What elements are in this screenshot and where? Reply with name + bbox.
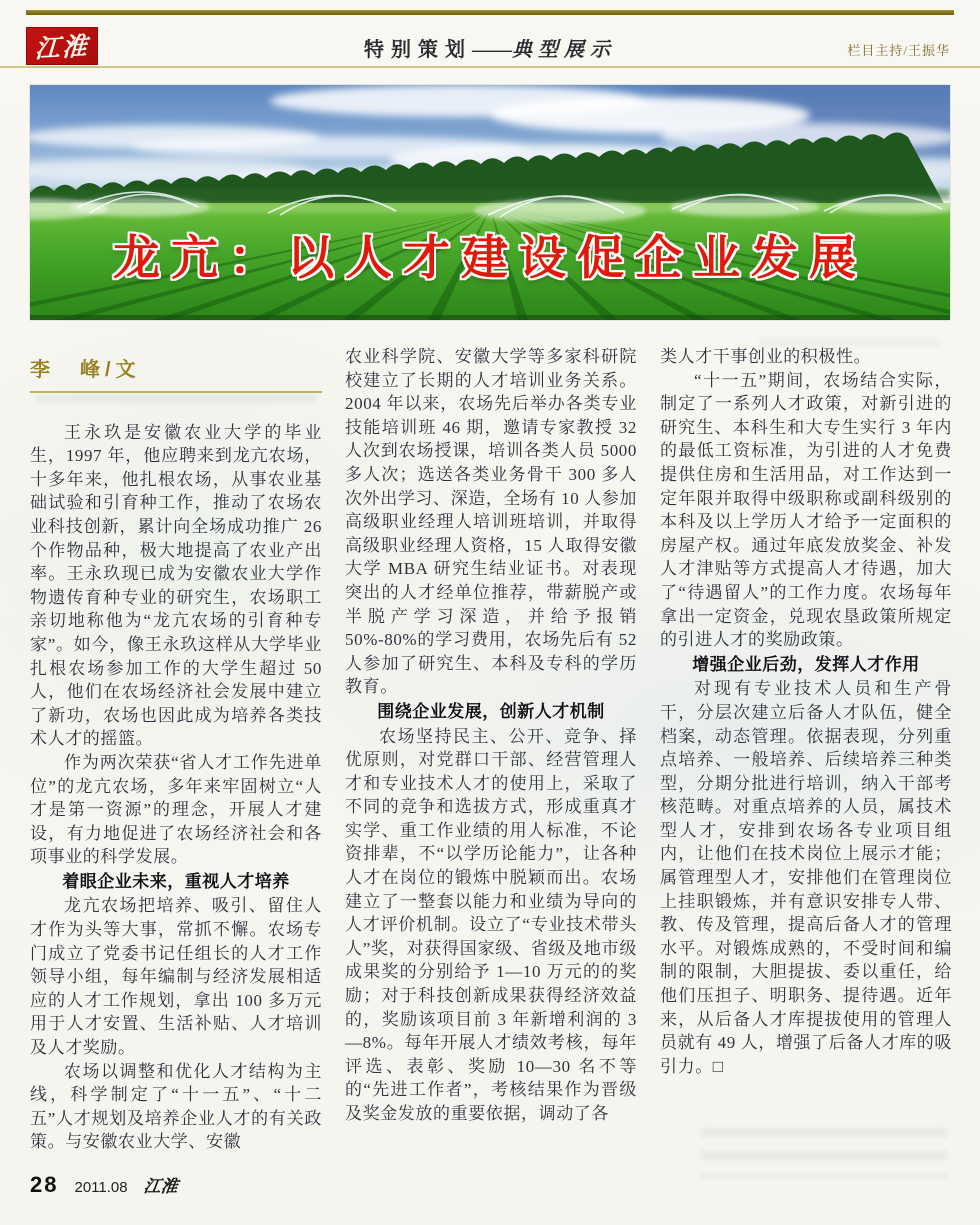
header-rule bbox=[0, 66, 980, 68]
page-number: 28 bbox=[30, 1172, 59, 1197]
section-title-right: 典型展示 bbox=[512, 39, 616, 61]
byline-text: 李 峰/文 bbox=[30, 359, 141, 381]
subheading: 着眼企业未来，重视人才培养 bbox=[62, 871, 290, 891]
paragraph: 龙亢农场把培养、吸引、留住人才作为头等大事，常抓不懈。农场专门成立了党委书记任组长的人才工作领导小组，每年编制与经济发展相适应的人才工作规划，拿出 100 多万元用于人才安置、生活补贴、人才培训及人才奖励。 bbox=[30, 896, 322, 1058]
paragraph: 对现有专业技术人员和生产骨干，分层次建立后备人才队伍，健全档案，动态管理。依据表现，分列重点培养、一般培养、后续培养三种类型，分期分批进行培训，纳入干部考核范畴。对重点培养的人员，属技术型人才，安排到农场各专业项目组内，让他们在技术岗位上展示才能；属管理型人才，安排他们在管理岗位上挂职锻炼，并有意识安排专人带、教、传及管理，提高后备人才的管理水平。对锻炼成熟的，不受时间和编制的限制，大胆提拔、委以重任，给他们压担子、明职务、提待遇。近年来，从后备人才库提拔使用的管理人员就有 49 人，增强了后备人才库的吸引力。□ bbox=[660, 679, 952, 1076]
paragraph: 王永玖是安徽农业大学的毕业生，1997 年，他应聘来到龙亢农场，十多年来，他扎根农场，从事农业基础试验和引育种工作，推动了农场农业科技创新，累计向全场成功推广 26 个作物品种，极大地提高了农业产出率。王永玖现已成为安徽农业大学作物遗传育种专业的研究生，农场职工亲切地称他为“龙亢农场的引育种专家”。如今，像王永玖这样从大学毕业扎根农场参加工作的大学生超过 50 人，他们在农场经济社会发展中建立了新功，农场也因此成为培养各类技术人才的摇篮。 bbox=[30, 422, 322, 749]
subheading: 围绕企业发展，创新人才机制 bbox=[377, 701, 605, 721]
page-footer bbox=[30, 1172, 178, 1198]
subheading: 增强企业后劲，发挥人才作用 bbox=[692, 654, 920, 674]
paragraph: 农业科学院、安徽大学等多家科研院校建立了长期的人才培训业务关系。2004 年以来，农场先后举办各类专业技能培训班 46 期，邀请专家教授 32 人次到农场授课，培训各类人员 5000 多人次；选送各类业务骨干 300 多人次外出学习、深造，全场有 10 人参加高级职业经理人培训班培训，并取得高级职业经理人资格，15 人取得安徽大学 MBA 研究生结业证书。对表现突出的人才经单位推荐，带薪脱产或半脱产学习深造，并给予报销 50%-80%的学习费用，农场先后有 52 人参加了研究生、本科及专科的学历教育。 bbox=[345, 347, 637, 697]
article-column-2 bbox=[345, 345, 637, 1154]
article-column-1 bbox=[30, 345, 322, 1154]
top-gold-rule bbox=[26, 10, 954, 15]
hero-photo bbox=[30, 85, 950, 320]
section-title bbox=[0, 33, 980, 62]
paragraph: 农场以调整和优化人才结构为主线，科学制定了“十一五”、“十二五”人才规划及培养企业人才的有关政策。与安徽农业大学、安徽 bbox=[30, 1061, 322, 1152]
paragraph: “十一五”期间，农场结合实际，制定了一系列人才政策，对新引进的研究生、本科生和大专生实行 3 年内的最低工资标准，为引进的人才免费提供住房和生活用品，对工作达到一定年限并取得中级职称或副科级别的本科及以上学历人才给予一定面积的房屋产权。通过年底发放奖金、补发人才津贴等方式提高人才待遇，加大了“待遇留人”的工作力度。农场每年拿出一定资金，兑现农垦政策所规定的引进人才的奖励政策。 bbox=[660, 370, 952, 650]
paragraph: 农场坚持民主、公开、竞争、择优原则，对党群口干部、经营管理人才和专业技术人才的使用上，采取了不同的竞争和选拔方式，形成重真才实学、重工作业绩的用人标准，不论资排辈，不“以学历论能力”，让各种人才在岗位的锻炼中脱颖而出。农场建立了一整套以能力和业绩为导向的人才评价机制。设立了“专业技术带头人”奖，对获得国家级、省级及地市级成果奖的分别给予 1—10 万元的的奖励；对于科技创新成果获得经济效益的，奖励该项目前 3 年新增利润的 3—8%。每年开展人才绩效考核，每年评选、表彰、奖励 10—30 名不等的“先进工作者”，考核结果作为晋级及奖金发放的重要依据，调动了各 bbox=[345, 726, 637, 1123]
byline bbox=[30, 359, 322, 393]
journal-logo-text: 江淮 bbox=[34, 33, 90, 64]
column-host: 栏目主持/王振华 bbox=[847, 43, 950, 58]
section-title-dash: —— bbox=[472, 39, 512, 61]
journal-brand: 江淮 bbox=[141, 1177, 179, 1196]
article-column-3 bbox=[660, 345, 952, 1154]
article-headline: 龙亢：以人才建设促企业发展 bbox=[113, 231, 867, 284]
section-title-left: 特别策划 bbox=[364, 39, 472, 61]
paragraph: 类人才干事创业的积极性。 bbox=[660, 347, 872, 366]
issue-date: 2011.08 bbox=[74, 1179, 128, 1196]
article-body bbox=[30, 345, 952, 1154]
paragraph: 作为两次荣获“省人才工作先进单位”的龙亢农场，多年来牢固树立“人才是第一资源”的理念，开展人才建设，有力地促进了农场经济社会和各项事业的科学发展。 bbox=[30, 752, 322, 867]
